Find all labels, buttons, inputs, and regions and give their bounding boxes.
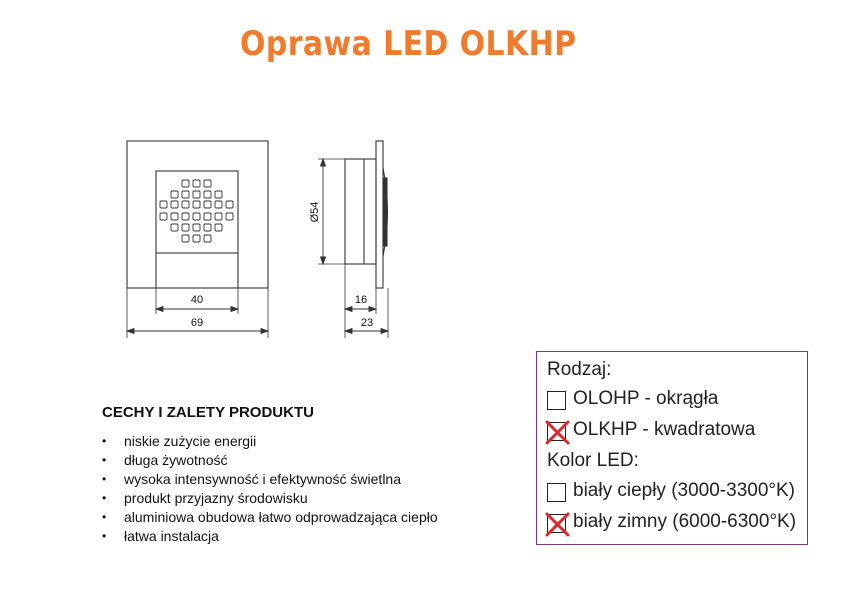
dim-outer-width: 69 — [190, 317, 204, 329]
led-dot — [182, 235, 189, 242]
color-option-warm-label: biały ciepły (3000-3300°K) — [573, 480, 795, 501]
led-dot — [204, 235, 211, 242]
led-grid — [160, 180, 233, 242]
list-item: • produkt przyjazny środowisku — [100, 489, 438, 508]
led-dot — [215, 213, 222, 220]
dim-inner-width: 40 — [190, 294, 204, 306]
side-dimensions — [321, 159, 389, 334]
type-label: Rodzaj: — [547, 359, 612, 380]
list-item: • wysoka intensywność i efektywność świetlna — [100, 470, 438, 489]
outer-frame — [127, 141, 268, 288]
list-item: • aluminiowa obudowa łatwo odprowadzająca ciepło — [100, 508, 438, 527]
led-dot — [226, 213, 233, 220]
type-option-square-checkbox[interactable] — [547, 422, 566, 441]
side-view — [318, 141, 388, 338]
cross-check-icon — [544, 419, 571, 446]
led-dot — [193, 213, 200, 220]
type-option-round-checkbox[interactable] — [547, 391, 566, 410]
led-dot — [193, 191, 200, 198]
list-item: • łatwa instalacja — [100, 527, 438, 546]
led-dot — [182, 180, 189, 187]
dim-diameter: Ø54 — [309, 201, 321, 223]
led-dot — [204, 224, 211, 231]
led-dot — [182, 224, 189, 231]
led-dot — [215, 201, 222, 208]
dim-depth-total: 23 — [360, 317, 374, 329]
side-flange — [376, 141, 383, 288]
led-dot — [182, 213, 189, 220]
side-body — [345, 159, 376, 264]
led-dot — [182, 201, 189, 208]
led-dot — [160, 201, 167, 208]
led-dot — [215, 224, 222, 231]
led-dot — [182, 191, 189, 198]
led-dot — [171, 224, 178, 231]
features-heading: CECHY I ZALETY PRODUKTU — [102, 404, 314, 421]
cross-check-icon — [544, 511, 571, 538]
color-option-warm-checkbox[interactable] — [547, 483, 566, 502]
led-dot — [171, 191, 178, 198]
led-dot — [193, 235, 200, 242]
led-dot — [160, 213, 167, 220]
features-list — [100, 432, 438, 546]
front-view — [127, 141, 268, 338]
led-dot — [204, 180, 211, 187]
led-dot — [226, 201, 233, 208]
spec-box — [536, 351, 808, 545]
led-panel — [156, 171, 238, 253]
led-dot — [193, 201, 200, 208]
led-dot — [204, 213, 211, 220]
led-dot — [215, 191, 222, 198]
list-item: • niskie zużycie energii — [100, 432, 438, 451]
type-option-square-label: OLKHP - kwadratowa — [573, 419, 756, 440]
list-item: • długa żywotność — [100, 451, 438, 470]
led-dot — [193, 180, 200, 187]
type-option-round-label: OLOHP - okrągła — [573, 388, 719, 409]
led-dot — [204, 201, 211, 208]
color-option-cold-label: biały zimny (6000-6300°K) — [573, 511, 797, 532]
dim-depth-body: 16 — [354, 294, 368, 306]
color-label: Kolor LED: — [547, 450, 639, 471]
led-dot — [193, 224, 200, 231]
color-option-cold-checkbox[interactable] — [547, 514, 566, 533]
led-dot — [171, 213, 178, 220]
page-title: Oprawa LED OLKHP — [240, 24, 577, 64]
led-dot — [171, 201, 178, 208]
led-dot — [204, 191, 211, 198]
